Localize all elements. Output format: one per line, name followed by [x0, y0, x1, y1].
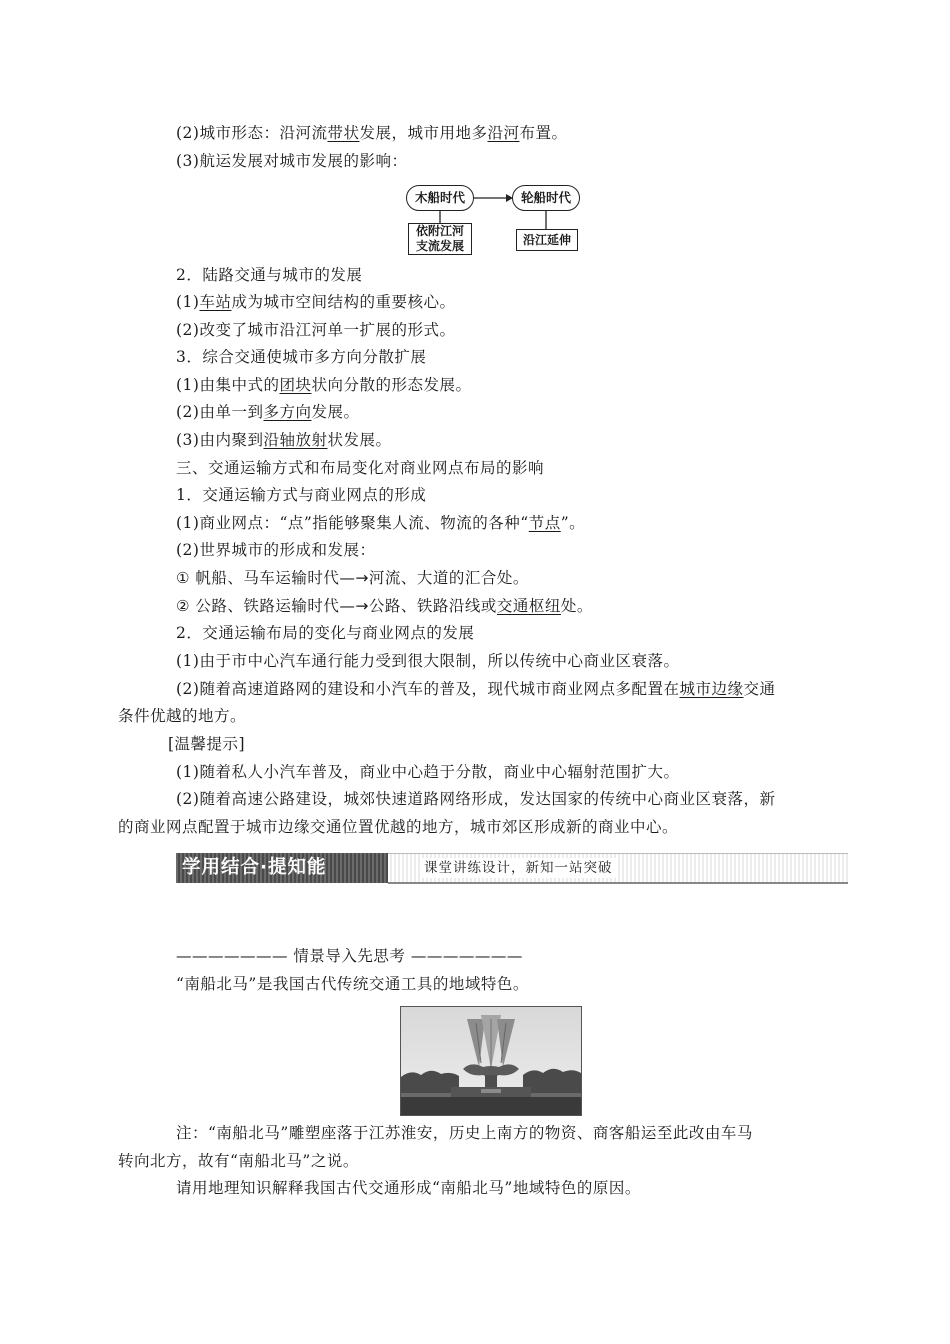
text-line: (2)改变了城市沿江河单一扩展的形式。 [176, 321, 456, 339]
scene-intro: “南船北马”是我国古代传统交通工具的地域特色。 [176, 975, 529, 993]
photo-note: 注：“南船北马”雕塑座落于江苏淮安，历史上南方的物资、商客船运至此改由车马 [176, 1124, 753, 1142]
text-line: ② 公路、铁路运输时代—→公路、铁路沿线或交通枢纽处。 [176, 597, 593, 615]
wooden-ship-era-node: 木船时代 [406, 185, 474, 211]
text-line: 3．综合交通使城市多方向分散扩展 [176, 348, 427, 366]
box-line: 支流发展 [415, 239, 464, 253]
text-line: (1)由集中式的团块状向分散的形态发展。 [176, 376, 472, 394]
box-line: 依附江河 [415, 224, 464, 238]
text-line: (2)随着高速公路建设，城郊快速道路网络形成，发达国家的传统中心商业区衰落，新 [176, 790, 776, 808]
text-line: (1)由于市中心汽车通行能力受到很大限制，所以传统中心商业区衰落。 [176, 652, 680, 670]
scene-question: 请用地理知识解释我国古代交通形成“南船北马”地域特色的原因。 [176, 1179, 641, 1197]
text-line: (2)随着高速道路网的建设和小汽车的普及，现代城市商业网点多配置在城市边缘交通 [176, 680, 776, 698]
banner-title: 学用结合·提知能 [182, 857, 327, 878]
text-line: (2)城市形态：沿河流带状发展，城市用地多沿河布置。 [176, 124, 568, 142]
banner-title-block [176, 853, 388, 883]
text-line: (2)由单一到多方向发展。 [176, 403, 360, 421]
text-line: (3)航运发展对城市发展的影响： [176, 152, 408, 170]
section-banner [176, 853, 848, 883]
sculpture-photo [400, 1006, 582, 1116]
steamship-era-node: 轮船时代 [512, 185, 580, 211]
tributary-development-box [408, 223, 472, 255]
text-line: ① 帆船、马车运输时代—→河流、大道的汇合处。 [176, 569, 529, 587]
text-line: 条件优越的地方。 [118, 707, 247, 725]
photo-note: 转向北方，故有“南船北马”之说。 [118, 1152, 359, 1170]
text-line: 的商业网点配置于城市边缘交通位置优越的地方，城市郊区形成新的商业中心。 [118, 818, 679, 836]
section-heading: 三、交通运输方式和布局变化对商业网点布局的影响 [176, 459, 545, 477]
text-line: (1)随着私人小汽车普及，商业中心趋于分散，商业中心辐射范围扩大。 [176, 763, 680, 781]
text-line: (3)由内聚到沿轴放射状发展。 [176, 431, 392, 449]
text-line: (1)商业网点：“点”指能够聚集人流、物流的各种“节点”。 [176, 514, 586, 532]
text-line: (2)世界城市的形成和发展： [176, 541, 376, 559]
shipping-era-diagram [406, 185, 580, 255]
text-line: (1)车站成为城市空间结构的重要核心。 [176, 293, 456, 311]
sculpture-image [401, 1007, 581, 1115]
tip-label: [温馨提示] [168, 735, 246, 753]
along-river-box: 沿江延伸 [516, 229, 578, 251]
text-line: 2．陆路交通与城市的发展 [176, 266, 363, 284]
banner-subtitle: 课堂讲练设计，新知一站突破 [420, 858, 617, 878]
scene-heading: ——————— 情景导入先思考 ——————— [176, 947, 523, 965]
text-line: 1．交通运输方式与商业网点的形成 [176, 486, 427, 504]
text-line: 2．交通运输布局的变化与商业网点的发展 [176, 624, 475, 642]
